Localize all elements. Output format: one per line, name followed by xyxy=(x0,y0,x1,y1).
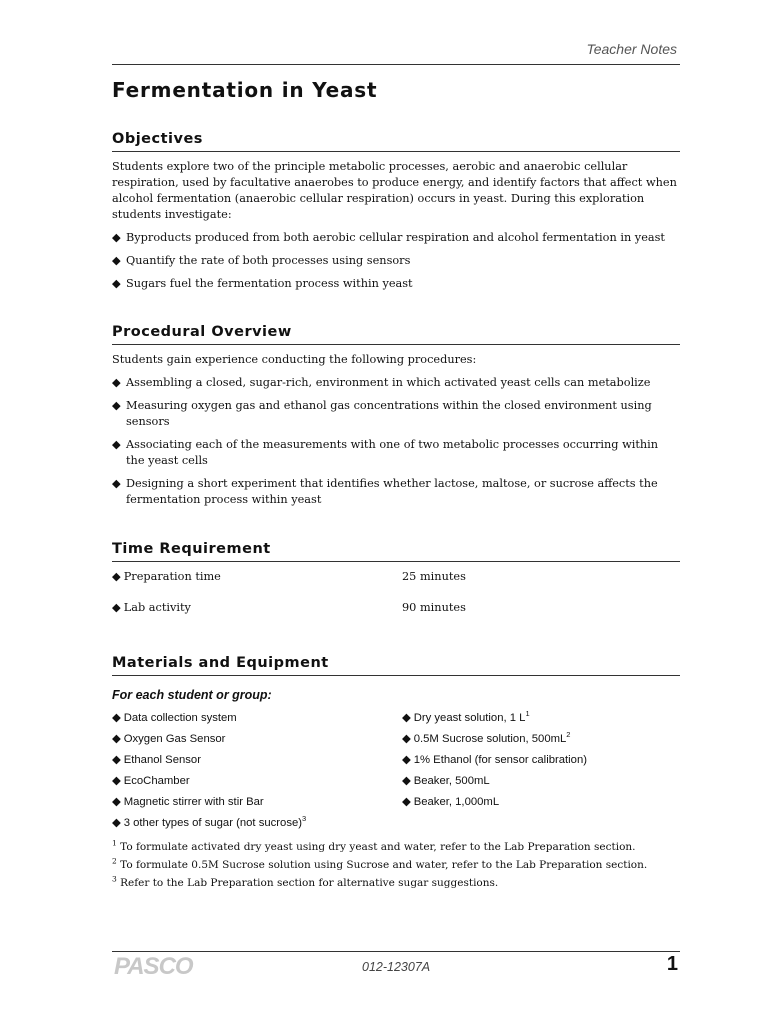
diamond-bullet-icon: ◆ xyxy=(112,570,121,583)
list-item: ◆ Data collection system xyxy=(112,712,237,724)
time-row: ◆ Lab activity 90 minutes xyxy=(112,601,466,614)
diamond-bullet-icon: ◆ xyxy=(112,438,121,451)
footnote: $^3$ Refer to the Lab Preparation section for alternative sugar suggestions. xyxy=(112,874,499,889)
materials-subheading: For each student or group: xyxy=(112,688,272,702)
footnote: $^2$ To formulate 0.5M Sucrose solution using Sucrose and water, refer to the Lab Preparation section. xyxy=(112,856,648,871)
list-item: ◆ Beaker, 500mL xyxy=(402,775,490,787)
section-heading: Materials and Equipment xyxy=(112,655,680,676)
header-note: Teacher Notes xyxy=(586,41,677,57)
procedural-section xyxy=(112,324,680,508)
list-item: ◆ Designing a short experiment that identifies whether lactose, maltose, or sucrose affects the fermentation process within yeast xyxy=(112,477,658,506)
diamond-bullet-icon: ◆ xyxy=(112,254,121,267)
diamond-bullet-icon: ◆ xyxy=(112,712,121,724)
materials-right-column xyxy=(402,708,587,813)
pasco-logo: PASCO xyxy=(114,953,193,980)
list-item: ◆ 0.5M Sucrose solution, $500mL^2$ xyxy=(402,730,571,745)
diamond-bullet-icon: ◆ xyxy=(112,601,121,614)
diamond-bullet-icon: ◆ xyxy=(402,733,411,745)
diamond-bullet-icon: ◆ xyxy=(402,754,411,766)
list-item: ◆ EcoChamber xyxy=(112,775,190,787)
list-item: ◆ Dry yeast solution, 1 $L^1$ xyxy=(402,709,530,724)
document-code: 012-12307A xyxy=(362,960,431,974)
section-heading: Objectives xyxy=(112,131,680,152)
header-rule xyxy=(112,64,680,65)
page-number: 1 xyxy=(666,953,678,975)
list-item: ◆ Sugars fuel the fermentation process within yeast xyxy=(112,277,413,290)
procedural-intro: Students gain experience conducting the following procedures: xyxy=(112,353,477,366)
objectives-section xyxy=(112,131,680,292)
list-item: ◆ Ethanol Sensor xyxy=(112,754,201,766)
footer-rule xyxy=(112,951,680,952)
list-item: ◆ Beaker, 1,000mL xyxy=(402,796,500,808)
footnote: $^1$ To formulate activated dry yeast using dry yeast and water, refer to the Lab Preparation section. xyxy=(112,838,636,853)
list-item: ◆ Measuring oxygen gas and ethanol gas concentrations within the closed environment using sensors xyxy=(112,399,652,428)
list-item: ◆ Associating each of the measurements with one of two metabolic processes occurring within the yeast cells xyxy=(112,438,659,467)
list-item: ◆ Magnetic stirrer with stir Bar xyxy=(112,796,264,808)
list-item: ◆ Oxygen Gas Sensor xyxy=(112,733,226,745)
diamond-bullet-icon: ◆ xyxy=(402,775,411,787)
diamond-bullet-icon: ◆ xyxy=(112,733,121,745)
list-item: ◆ Quantify the rate of both processes using sensors xyxy=(112,254,411,267)
diamond-bullet-icon: ◆ xyxy=(402,796,411,808)
procedural-list xyxy=(112,375,680,508)
diamond-bullet-icon: ◆ xyxy=(112,376,121,389)
diamond-bullet-icon: ◆ xyxy=(402,712,411,724)
diamond-bullet-icon: ◆ xyxy=(112,796,121,808)
objectives-intro: Students explore two of the principle metabolic processes, aerobic and anaerobic cellular respiration, used by facultative anaerobes to produce energy, and identify factors that affect when alcohol fermentation (anaerobic cellular respiration) occurs in yeast. During this exploration students investigate: xyxy=(112,160,677,221)
materials-left-column xyxy=(112,708,306,834)
diamond-bullet-icon: ◆ xyxy=(112,277,121,290)
section-heading: Time Requirement xyxy=(112,541,680,562)
diamond-bullet-icon: ◆ xyxy=(112,231,121,244)
list-item: ◆ 1% Ethanol (for sensor calibration) xyxy=(402,754,588,766)
materials-section xyxy=(112,655,680,829)
diamond-bullet-icon: ◆ xyxy=(112,477,121,490)
time-row: ◆ Preparation time 25 minutes xyxy=(112,570,466,583)
footnotes xyxy=(112,838,647,892)
page-title: Fermentation in Yeast xyxy=(112,78,378,102)
list-item: ◆ 3 other types of sugar (not sucrose)$^3$ xyxy=(112,814,307,829)
diamond-bullet-icon: ◆ xyxy=(112,775,121,787)
objectives-list xyxy=(112,230,680,292)
list-item: ◆ Byproducts produced from both aerobic cellular respiration and alcohol fermentation in yeast xyxy=(112,231,665,244)
diamond-bullet-icon: ◆ xyxy=(112,754,121,766)
list-item: ◆ Assembling a closed, sugar-rich, environment in which activated yeast cells can metabolize xyxy=(112,376,651,389)
time-section xyxy=(112,541,680,624)
diamond-bullet-icon: ◆ xyxy=(112,399,121,412)
section-heading: Procedural Overview xyxy=(112,324,680,345)
diamond-bullet-icon: ◆ xyxy=(112,817,121,829)
